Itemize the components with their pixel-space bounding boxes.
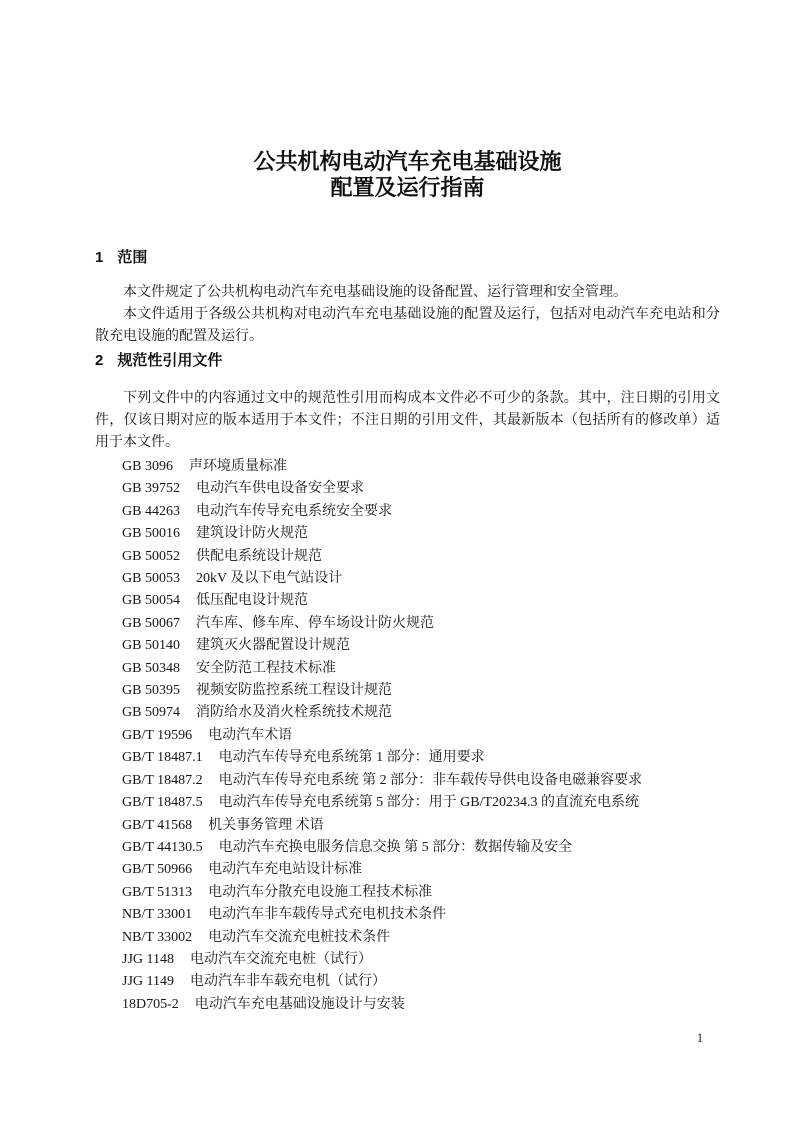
reference-item	[122, 501, 720, 523]
reference-code: GB 50140	[122, 638, 180, 654]
reference-title: 建筑设计防火规范	[195, 526, 308, 542]
reference-code: GB 50067	[122, 615, 180, 631]
section-2-title: 规范性引用文件	[117, 352, 223, 369]
reference-title: 消防给水及消火栓系统技术规范	[195, 705, 392, 721]
paragraph: 下列文件中的内容通过文中的规范性引用而构成本文件必不可少的条款。其中，注日期的引用文件，仅该日期对应的版本适用于本文件；不注日期的引用文件，其最新版本（包括所有的修改单）适用于本文件。	[95, 391, 720, 450]
reference-item	[122, 837, 720, 859]
reference-title: 电动汽车非车载传导式充电机技术条件	[208, 907, 447, 923]
reference-list	[95, 456, 720, 1016]
reference-item	[122, 949, 720, 971]
reference-code: GB/T 44130.5	[122, 839, 203, 855]
reference-code: GB/T 51313	[122, 884, 193, 900]
reference-item	[122, 568, 720, 590]
reference-title: 建筑灭火器配置设计规范	[195, 638, 350, 654]
reference-item	[122, 456, 720, 478]
reference-title: 电动汽车充电基础设施设计与安装	[194, 996, 405, 1012]
reference-item	[122, 725, 720, 747]
reference-title: 电动汽车交流充电桩（试行）	[190, 951, 372, 967]
reference-item	[122, 702, 720, 724]
reference-code: GB 3096	[122, 459, 173, 474]
reference-title: 电动汽车充电站设计标准	[208, 862, 363, 878]
reference-code: GB 50053	[122, 571, 180, 587]
section-2-number: 2	[95, 352, 104, 369]
reference-item	[122, 994, 720, 1016]
reference-item	[122, 792, 720, 814]
page-number: 1	[696, 1030, 704, 1045]
reference-code: NB/T 33001	[122, 907, 193, 923]
document-title-line-2: 配置及运行指南	[330, 175, 485, 200]
reference-code: GB 50395	[122, 683, 180, 699]
reference-code: GB/T 19596	[122, 727, 193, 743]
reference-code: GB 50016	[122, 526, 180, 542]
reference-title: 电动汽车传导充电系统第 5 部分：用于 GB/T20234.3 的直流充电系统	[218, 795, 640, 811]
reference-title: 电动汽车充换电服务信息交换 第 5 部分：数据传输及安全	[218, 839, 573, 855]
reference-title: 电动汽车传导充电系统第 1 部分：通用要求	[218, 750, 485, 766]
reference-code: GB/T 41568	[122, 817, 193, 833]
section-1-title: 范围	[117, 249, 148, 266]
reference-title: 安全防范工程技术标准	[195, 660, 336, 676]
reference-code: GB/T 18487.2	[122, 772, 203, 788]
reference-item	[122, 590, 720, 612]
reference-item	[122, 635, 720, 657]
reference-item	[122, 882, 720, 904]
section-2-paragraphs	[95, 388, 720, 454]
reference-title: 低压配电设计规范	[195, 593, 308, 609]
reference-code: GB 50054	[122, 593, 180, 609]
reference-code: GB 50348	[122, 660, 180, 676]
reference-code: 18D705-2	[122, 996, 179, 1012]
reference-item	[122, 747, 720, 769]
reference-code: GB/T 18487.5	[122, 795, 203, 811]
document-title	[95, 0, 720, 201]
reference-title: 电动汽车传导充电系统 第 2 部分：非车载传导供电设备电磁兼容要求	[218, 772, 643, 788]
reference-item	[122, 971, 720, 993]
reference-item	[122, 927, 720, 949]
reference-code: GB/T 50966	[122, 862, 193, 878]
section-1-number: 1	[95, 249, 104, 266]
reference-item	[122, 859, 720, 881]
reference-item	[122, 478, 720, 500]
section-2-heading	[95, 353, 720, 369]
reference-title: 电动汽车交流充电桩技术条件	[208, 929, 391, 945]
reference-title: 电动汽车供电设备安全要求	[195, 481, 364, 497]
reference-item	[122, 658, 720, 680]
reference-item	[122, 613, 720, 635]
reference-title: 电动汽车术语	[208, 727, 293, 743]
reference-item	[122, 680, 720, 702]
reference-code: GB 50974	[122, 705, 180, 721]
section-1-paragraphs	[95, 282, 720, 348]
reference-code: GB 44263	[122, 503, 180, 519]
reference-title: 供配电系统设计规范	[195, 548, 322, 564]
reference-item	[122, 904, 720, 926]
reference-title: 汽车库、修车库、停车场设计防火规范	[195, 615, 434, 631]
reference-title: 电动汽车非车载充电机（试行）	[190, 974, 386, 990]
reference-code: JJG 1149	[122, 974, 174, 990]
reference-title: 20kV 及以下电气站设计	[195, 571, 343, 587]
reference-code: GB/T 18487.1	[122, 750, 203, 766]
reference-item	[122, 546, 720, 568]
reference-item	[122, 815, 720, 837]
reference-code: JJG 1148	[122, 951, 174, 967]
reference-title: 电动汽车分散充电设施工程技术标准	[208, 884, 433, 900]
section-1-heading	[95, 250, 720, 266]
reference-title: 电动汽车传导充电系统安全要求	[195, 503, 392, 519]
reference-title: 视频安防监控系统工程设计规范	[195, 683, 392, 699]
paragraph: 本文件适用于各级公共机构对电动汽车充电基础设施的配置及运行，包括对电动汽车充电站和分散充电设施的配置及运行。	[95, 307, 720, 344]
document-title-line-1: 公共机构电动汽车充电基础设施	[253, 149, 562, 174]
reference-item	[122, 523, 720, 545]
reference-code: GB 39752	[122, 481, 180, 497]
reference-title: 声环境质量标准	[188, 459, 287, 474]
reference-title: 机关事务管理 术语	[208, 817, 324, 833]
paragraph: 本文件规定了公共机构电动汽车充电基础设施的设备配置、运行管理和安全管理。	[123, 285, 627, 300]
reference-code: GB 50052	[122, 548, 180, 564]
reference-code: NB/T 33002	[122, 929, 193, 945]
reference-item	[122, 770, 720, 792]
